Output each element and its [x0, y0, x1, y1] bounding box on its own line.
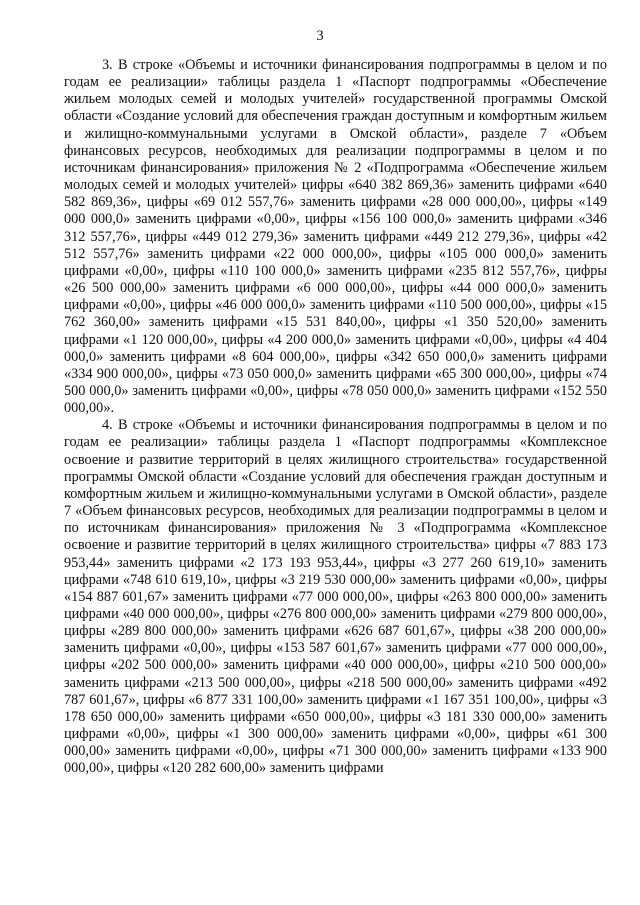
page-number: 3 — [316, 28, 324, 44]
document-body — [64, 57, 607, 778]
paragraph-item-3: 3. В строке «Объемы и источники финансирования подпрограммы в целом и по годам ее реализации» таблицы раздела 1 «Паспорт подпрограммы «Обеспечение жильем молодых семей и молодых учителей» государственной программы Омской области «Создание условий для обеспечения граждан доступным и комфортным жильем и жилищно-коммунальными услугами в Омской области», разделе 7 «Объем финансовых ресурсов, необходимых для реализации подпрограммы в целом и по источникам финансирования» приложения № 2 «Подпрограмма «Обеспечение жильем молодых семей и молодых учителей» цифры «640 382 869,36» заменить цифрами «640 582 869,36», цифры «69 012 557,76» заменить цифрами «28 000 000,00», цифры «149 000 000,0» заменить цифрами «0,00», цифры «156 100 000,0» заменить цифрами «346 312 557,76», цифры «449 012 279,36» заменить цифрами «449 212 279,36», цифры «42 512 557,76» заменить цифрами «22 000 000,00», цифры «105 000 000,0» заменить цифрами «0,00», цифры «110 100 000,0» заменить цифрами «235 812 557,76», цифры «26 500 000,00» заменить цифрами «6 000 000,00», цифры «44 000 000,0» заменить цифрами «0,00», цифры «46 000 000,0» заменить цифрами «110 500 000,00», цифры «15 762 360,00» заменить цифрами «15 531 840,00», цифры «1 350 520,00» заменить цифрами «1 120 000,00», цифры «4 200 000,0» заменить цифрами «0,00», цифры «4 404 000,0» заменить цифрами «8 604 000,00», цифры «342 650 000,0» заменить цифрами «334 900 000,00», цифры «73 050 000,0» заменить цифрами «65 300 000,00», цифры «74 500 000,0» заменить цифрами «0,00», цифры «78 050 000,0» заменить цифрами «152 550 000,00». — [64, 57, 607, 417]
paragraph-item-4: 4. В строке «Объемы и источники финансирования подпрограммы в целом и по годам ее реализации» таблицы раздела 1 «Паспорт подпрограммы «Комплексное освоение и развитие территорий в целях жилищного строительства» государственной программы Омской области «Создание условий для обеспечения граждан доступным и комфортным жильем и жилищно-коммунальными услугами в Омской области», разделе 7 «Объем финансовых ресурсов, необходимых для реализации подпрограммы в целом и по источникам финансирования» приложения № 3 «Подпрограмма «Комплексное освоение и развитие территорий в целях жилищного строительства» цифры «7 883 173 953,44» заменить цифрами «2 173 193 953,44», цифры «3 277 260 619,10» заменить цифрами «748 610 619,10», цифры «3 219 530 000,00» заменить цифрами «0,00», цифры «154 887 601,67» заменить цифрами «77 000 000,00», цифры «263 800 000,00» заменить цифрами «40 000 000,00», цифры «276 800 000,00» заменить цифрами «279 800 000,00», цифры «289 800 000,00» заменить цифрами «626 687 601,67», цифры «38 200 000,00» заменить цифрами «0,00», цифры «153 587 601,67» заменить цифрами «77 000 000,00», цифры «202 500 000,00» заменить цифрами «40 000 000,00», цифры «210 500 000,00» заменить цифрами «213 500 000,00», цифры «218 500 000,00» заменить цифрами «492 787 601,67», цифры «6 877 331 100,00» заменить цифрами «1 167 351 100,00», цифры «3 178 650 000,00» заменить цифрами «650 000,00», цифры «3 181 330 000,00» заменить цифрами «0,00», цифры «1 300 000,00» заменить цифрами «0,00», цифры «61 300 000,00» заменить цифрами «0,00», цифры «71 300 000,00» заменить цифрами «133 900 000,00», цифры «120 282 600,00» заменить цифрами — [64, 417, 607, 777]
